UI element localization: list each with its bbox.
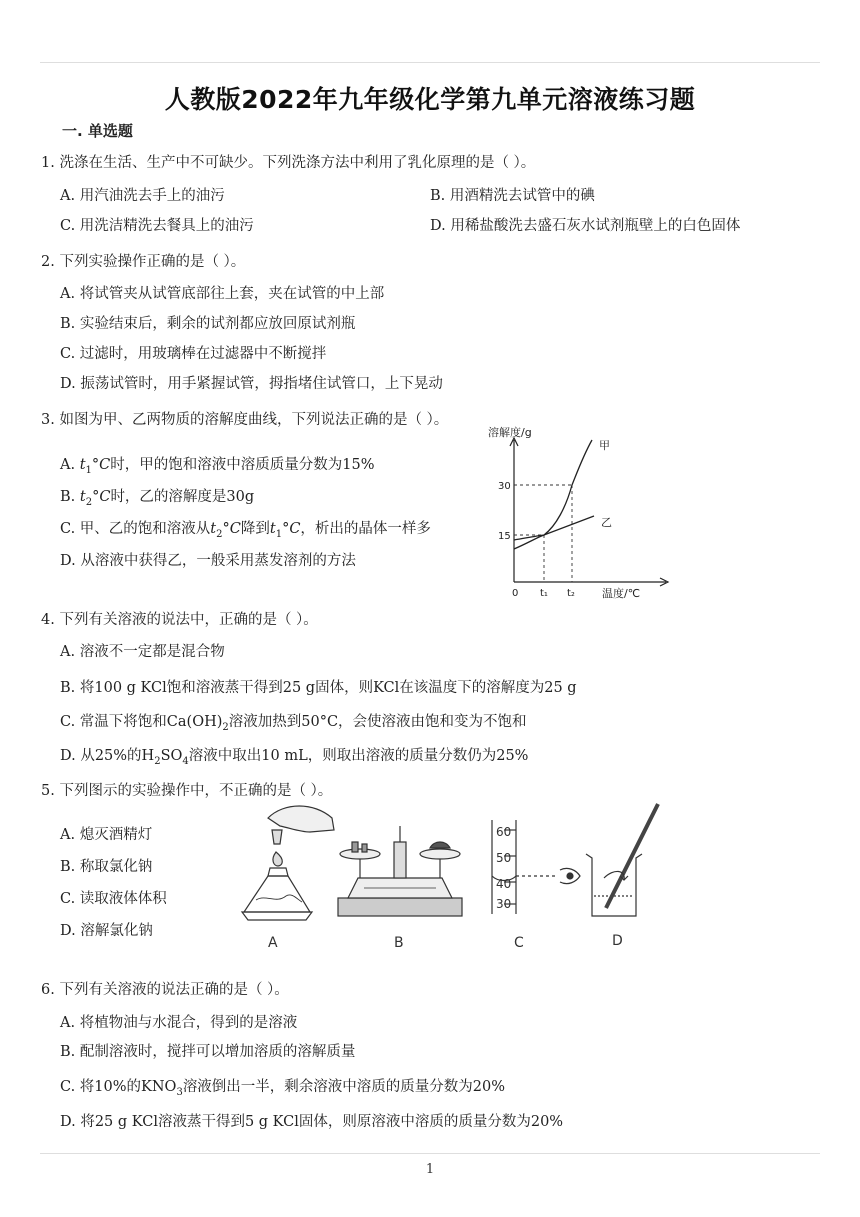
flame-icon <box>273 852 282 866</box>
figure-label-c: C <box>514 935 524 951</box>
weight-icon <box>352 842 358 852</box>
eye-pupil-icon <box>567 873 573 879</box>
q4-option-b: B. 将100 g KCl饱和溶液蒸干得到25 g固体，则KCl在该温度下的溶解度为25 g <box>60 680 577 696</box>
q5-option-c: C. 读取液体体积 <box>60 891 167 907</box>
q2-option-d: D. 振荡试管时，用手紧握试管，拇指堵住试管口，上下晃动 <box>60 376 443 392</box>
q3-option-b: B. $t_2^\circ C$时，乙的溶解度是30g <box>60 489 255 508</box>
salt-pile-icon <box>430 842 450 848</box>
q1-option-c: C. 用洗洁精洗去餐具上的油污 <box>60 218 254 234</box>
balance-base-icon <box>338 898 462 916</box>
cylinder-label-40: 40 <box>496 877 512 891</box>
q3-option-a: A. $t_1^\circ C$时，甲的饱和溶液中溶质质量分数为15% <box>60 457 375 476</box>
x-tick-t2: t₂ <box>567 588 575 599</box>
lamp-base-icon <box>242 912 312 920</box>
q2-option-b: B. 实验结束后，剩余的试剂都应放回原试剂瓶 <box>60 316 356 332</box>
cylinder-label-50: 50 <box>496 851 512 865</box>
q6-stem: 6. 下列有关溶液的说法正确的是（ ）。 <box>41 982 289 998</box>
beaker-icon <box>586 854 642 916</box>
q6-option-b: B. 配制溶液时，搅拌可以增加溶质的溶解质量 <box>60 1044 356 1060</box>
q2-option-c: C. 过滤时，用玻璃棒在过滤器中不断搅拌 <box>60 346 327 362</box>
lab-operations-figure <box>234 796 674 958</box>
series-jia-label: 甲 <box>599 439 610 452</box>
hand-icon <box>268 806 334 832</box>
q3-stem: 3. 如图为甲、乙两物质的溶解度曲线，下列说法正确的是（ ）。 <box>41 412 449 428</box>
figure-label-d: D <box>612 933 623 949</box>
q1-option-a: A. 用汽油洗去手上的油污 <box>60 188 225 204</box>
q4-option-a: A. 溶液不一定都是混合物 <box>60 644 225 660</box>
figure-label-b: B <box>394 935 404 951</box>
q4-option-c: C. 常温下将饱和$Ca(OH)_2$溶液加热到50°C，会使溶液由饱和变为不饱和 <box>60 714 527 733</box>
page-title: 人教版2022年九年级化学第九单元溶液练习题 <box>164 85 696 114</box>
cylinder-label-60: 60 <box>496 825 512 839</box>
q1-option-d: D. 用稀盐酸洗去盛石灰水试剂瓶壁上的白色固体 <box>430 218 741 234</box>
curve-jia <box>514 440 592 549</box>
solubility-graph <box>480 422 680 604</box>
balance-pillar-icon <box>394 842 406 878</box>
figure-label-a: A <box>268 935 278 951</box>
beaker-illustration <box>586 804 658 916</box>
q2-stem: 2. 下列实验操作正确的是（ ）。 <box>41 254 246 270</box>
origin-label: 0 <box>512 588 519 599</box>
x-tick-t1: t₁ <box>540 588 548 599</box>
lamp-cap-icon <box>272 830 282 844</box>
balance-illustration <box>338 826 462 916</box>
lamp-body-icon <box>244 876 310 912</box>
x-axis-label: 温度/℃ <box>602 587 641 600</box>
top-rule <box>40 62 820 63</box>
q1-option-b: B. 用酒精洗去试管中的碘 <box>430 188 595 204</box>
y-tick-15: 15 <box>498 531 511 542</box>
thermometer-icon <box>606 804 658 908</box>
alcohol-lamp-illustration <box>242 806 334 920</box>
y-tick-30: 30 <box>498 481 511 492</box>
lamp-liquid-icon <box>256 895 302 902</box>
q6-option-a: A. 将植物油与水混合，得到的是溶液 <box>60 1015 298 1031</box>
q1-stem: 1. 洗涤在生活、生产中不可缺少。下列洗涤方法中利用了乳化原理的是（ ）。 <box>41 155 536 171</box>
series-yi-label: 乙 <box>601 516 612 529</box>
bottom-rule <box>40 1153 820 1154</box>
q4-option-d: D. 从25%的$H_2SO_4$溶液中取出10 mL，则取出溶液的质量分数仍为25% <box>60 748 529 767</box>
q5-option-d: D. 溶解氯化钠 <box>60 923 153 939</box>
y-axis-label: 溶解度/g <box>488 426 532 439</box>
left-pan-icon <box>340 849 380 859</box>
page-number: 1 <box>425 1162 435 1177</box>
q6-option-c: C. 将10%的$KNO_3$溶液倒出一半，剩余溶液中溶质的质量分数为20% <box>60 1079 506 1098</box>
q5-stem: 5. 下列图示的实验操作中，不正确的是（ ）。 <box>41 783 333 799</box>
q3-option-c: C. 甲、乙的饱和溶液从$t_2^\circ C$降到$t_1^\circ C$，析出的晶体一样多 <box>60 521 431 540</box>
q5-option-a: A. 熄灭酒精灯 <box>60 827 153 843</box>
q2-option-a: A. 将试管夹从试管底部往上套，夹在试管的中上部 <box>60 286 385 302</box>
cylinder-label-30: 30 <box>496 897 512 911</box>
lamp-neck-icon <box>268 868 288 876</box>
right-pan-icon <box>420 849 460 859</box>
q3-option-d: D. 从溶液中获得乙，一般采用蒸发溶剂的方法 <box>60 553 356 569</box>
q6-option-d: D. 将25 g KCl溶液蒸干得到5 g KCl固体，则原溶液中溶质的质量分数为20% <box>60 1114 564 1130</box>
weight-small-icon <box>362 844 367 852</box>
q5-option-b: B. 称取氯化钠 <box>60 859 153 875</box>
curve-yi <box>514 516 594 540</box>
section-heading: 一. 单选题 <box>62 122 133 140</box>
q4-stem: 4. 下列有关溶液的说法中，正确的是（ ）。 <box>41 612 318 628</box>
